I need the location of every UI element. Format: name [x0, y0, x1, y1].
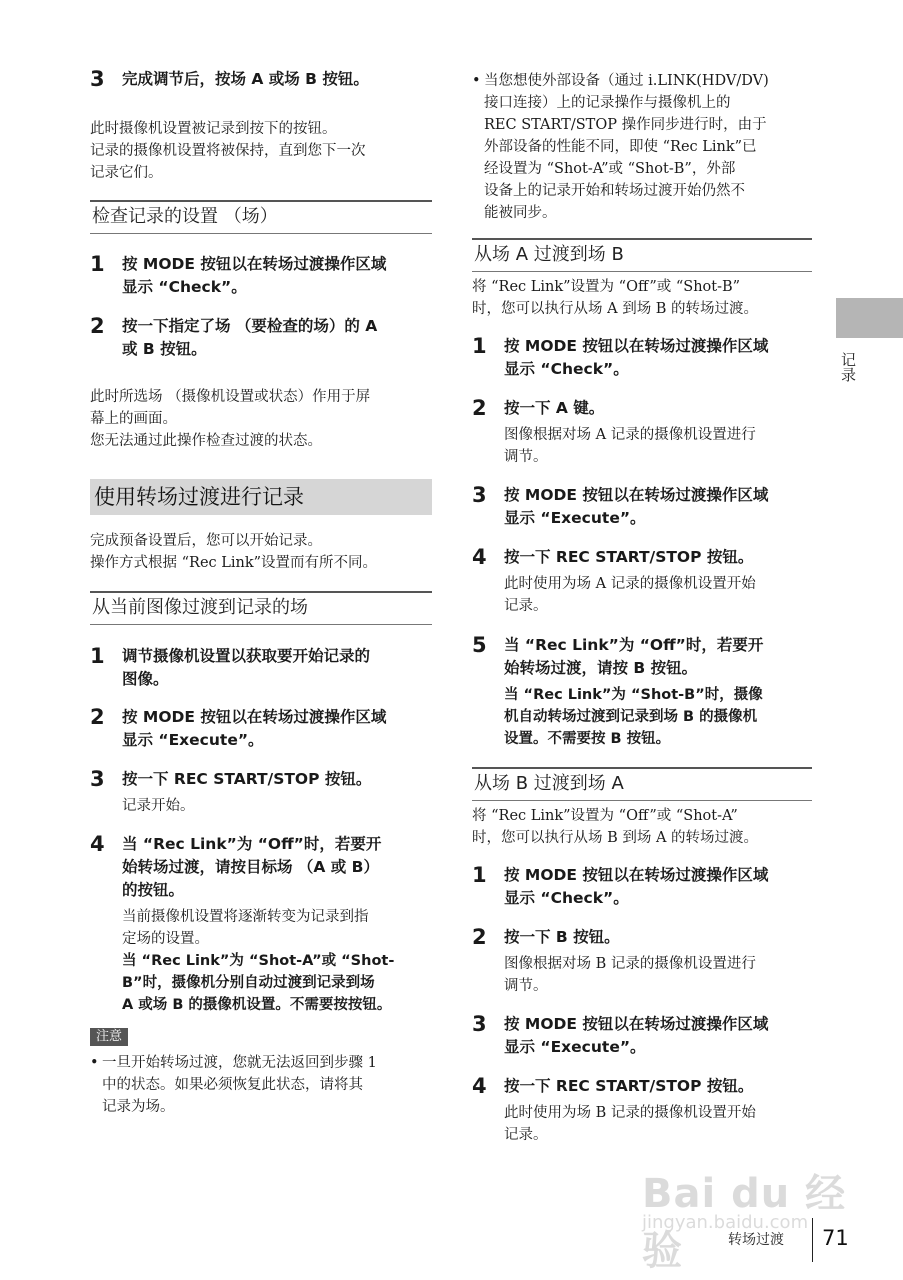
step-number: 3	[90, 67, 105, 91]
note-badge: 注意	[90, 1028, 128, 1046]
footer-section-title: 转场过渡	[728, 1232, 784, 1248]
subheading-b-to-a: 从场 B 过渡到场 A	[472, 767, 812, 801]
a-to-b-step-4	[472, 546, 812, 617]
step-text: 按 MODE 按钮以在转场过渡操作区域 显示 “Check”。	[122, 255, 387, 296]
subheading-current-image: 从当前图像过渡到记录的场	[90, 591, 432, 625]
a-to-b-step-5	[472, 634, 812, 750]
step-description-bold: 当 “Rec Link”为 “Shot-A”或 “Shot- B”时，摄像机分别自动过渡到记录到场 A 或场 B 的摄像机设置。不需要按按钮。	[122, 953, 395, 1013]
b-to-a-step-4	[472, 1075, 812, 1146]
step-text: 按 MODE 按钮以在转场过渡操作区域 显示 “Check”。	[504, 866, 769, 907]
step-text: 按一下 B 按钮。	[504, 928, 620, 946]
step-text: 按一下指定了场 （要检查的场）的 A 或 B 按钮。	[122, 317, 378, 358]
watermark-url: jingyan.baidu.com	[642, 1212, 809, 1233]
a-to-b-step-2	[472, 397, 812, 468]
step-number: 1	[472, 334, 487, 358]
step-number: 3	[472, 1012, 487, 1036]
step-number: 3	[90, 767, 105, 791]
step-text: 当 “Rec Link”为 “Off”时，若要开 始转场过渡，请按 B 按钮。	[504, 636, 764, 677]
step-number: 4	[90, 832, 105, 856]
step-text: 按一下 REC START/STOP 按钮。	[504, 1077, 754, 1095]
note-bullet	[90, 1052, 432, 1118]
paragraph-a-to-b-intro: 将 “Rec Link”设置为 “Off”或 “Shot-B” 时，您可以执行从场 A 到场 B 的转场过渡。	[472, 279, 759, 317]
step-number: 5	[472, 633, 487, 657]
chapter-label: 记录	[839, 352, 857, 382]
note-section	[90, 1026, 432, 1118]
b-to-a-step-2	[472, 926, 812, 997]
step-number: 4	[472, 1074, 487, 1098]
step-description: 图像根据对场 A 记录的摄像机设置进行 调节。	[504, 427, 756, 465]
b-to-a-step-3	[472, 1013, 812, 1059]
current-step-4	[90, 833, 432, 1016]
check-step-1	[90, 253, 432, 299]
main-heading: 使用转场过渡进行记录	[90, 479, 432, 515]
current-step-3	[90, 768, 432, 817]
bullet-icon: •	[472, 73, 481, 89]
watermark-text: Bai du 经验	[642, 1171, 847, 1274]
current-step-1	[90, 645, 432, 691]
note-text: 当您想使外部设备（通过 i.LINK(HDV/DV) 接口连接）上的记录操作与摄像机上的 REC START/STOP 操作同步进行时，由于 外部设备的性能不同，即使 “Rec Link”已 经设置为 “Shot-A”或 “Shot-B”，外部 设备上的记录开始和转场过渡开始仍然不 能被同步。	[484, 73, 769, 221]
step-number: 2	[90, 314, 105, 338]
step-text: 按一下 REC START/STOP 按钮。	[122, 770, 372, 788]
step-number: 2	[90, 705, 105, 729]
page-number: 71	[822, 1226, 849, 1250]
external-device-note	[472, 70, 812, 224]
chapter-tab	[836, 298, 903, 338]
current-step-2	[90, 706, 432, 752]
step-description: 当前摄像机设置将逐渐转变为记录到指 定场的设置。	[122, 909, 369, 947]
step-number: 2	[472, 396, 487, 420]
note-text: 一旦开始转场过渡，您就无法返回到步骤 1 中的状态。如果必须恢复此状态，请将其 记录为场。	[102, 1055, 377, 1115]
check-step-2	[90, 315, 432, 361]
step-description-bold: 当 “Rec Link”为 “Shot-B”时，摄像 机自动转场过渡到记录到场 B 的摄像机 设置。不需要按 B 按钮。	[504, 687, 763, 747]
a-to-b-step-1	[472, 335, 812, 381]
step-number: 2	[472, 925, 487, 949]
step-text: 按 MODE 按钮以在转场过渡操作区域 显示 “Check”。	[504, 337, 769, 378]
step-number: 4	[472, 545, 487, 569]
step-text: 按 MODE 按钮以在转场过渡操作区域 显示 “Execute”。	[504, 1015, 769, 1056]
step-description: 图像根据对场 B 记录的摄像机设置进行 调节。	[504, 956, 756, 994]
step-number: 1	[90, 252, 105, 276]
step-number: 1	[90, 644, 105, 668]
paragraph-b-to-a-intro: 将 “Rec Link”设置为 “Off”或 “Shot-A” 时，您可以执行从场 B 到场 A 的转场过渡。	[472, 808, 759, 846]
bullet-icon: •	[90, 1055, 99, 1071]
step-description: 此时使用为场 A 记录的摄像机设置开始 记录。	[504, 576, 756, 614]
step-text: 调节摄像机设置以获取要开始记录的 图像。	[122, 647, 371, 688]
step-text: 按一下 A 键。	[504, 399, 605, 417]
a-to-b-step-3	[472, 484, 812, 530]
step-text: 当 “Rec Link”为 “Off”时，若要开 始转场过渡，请按目标场 （A 或 B） 的按钮。	[122, 835, 382, 899]
paragraph-intro: 完成预备设置后，您可以开始记录。 操作方式根据 “Rec Link”设置而有所不同。	[90, 533, 378, 571]
paragraph-selected-scene: 此时所选场 （摄像机设置或状态）作用于屏 幕上的画面。 您无法通过此操作检查过渡的状态。	[90, 389, 371, 449]
step-description: 此时使用为场 B 记录的摄像机设置开始 记录。	[504, 1105, 756, 1143]
step-text: 按 MODE 按钮以在转场过渡操作区域 显示 “Execute”。	[504, 486, 769, 527]
step-number: 3	[472, 483, 487, 507]
step-text: 按 MODE 按钮以在转场过渡操作区域 显示 “Execute”。	[122, 708, 387, 749]
b-to-a-step-1	[472, 864, 812, 910]
footer-divider	[812, 1218, 813, 1262]
paragraph-setting-recorded: 此时摄像机设置被记录到按下的按钮。 记录的摄像机设置将被保持，直到您下一次 记录它们。	[90, 121, 366, 181]
step-3-top	[90, 68, 432, 91]
subheading-a-to-b: 从场 A 过渡到场 B	[472, 238, 812, 272]
subheading-check-settings: 检查记录的设置 （场）	[90, 200, 432, 234]
watermark-logo	[612, 1150, 852, 1274]
step-description: 记录开始。	[122, 798, 195, 814]
step-text: 按一下 REC START/STOP 按钮。	[504, 548, 754, 566]
step-text: 完成调节后，按场 A 或场 B 按钮。	[122, 70, 369, 88]
step-number: 1	[472, 863, 487, 887]
